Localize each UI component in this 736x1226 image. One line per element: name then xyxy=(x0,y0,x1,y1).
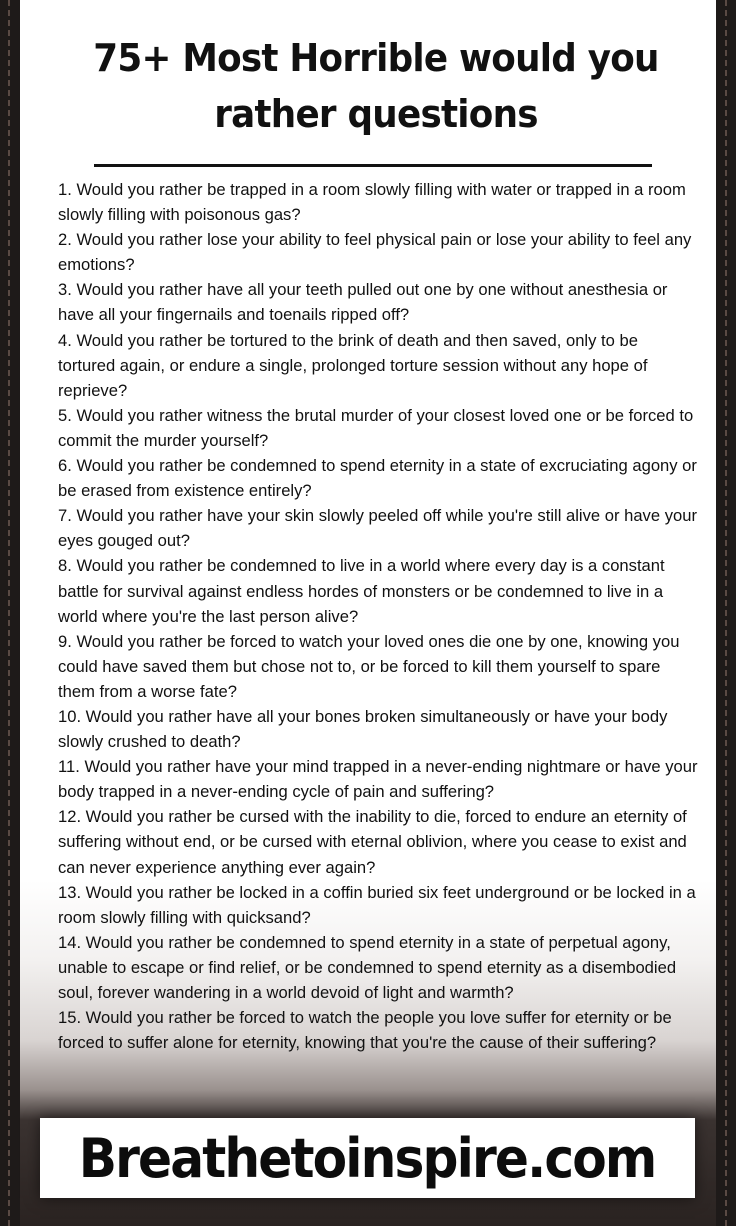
footer-banner xyxy=(40,1118,695,1198)
title-line-2: rather questions xyxy=(214,92,538,136)
question-item: 7. Would you rather have your skin slowly peeled off while you're still alive or have your eyes gouged out? xyxy=(58,506,697,551)
question-item: 1. Would you rather be trapped in a room slowly filling with water or trapped in a room slowly filling with poisonous gas? xyxy=(58,180,686,225)
question-item: 12. Would you rather be cursed with the inability to die, forced to endure an eternity of suffering without end, or be cursed with eternal oblivion, where you cease to exist and can never experience anything ever again? xyxy=(58,807,687,877)
question-item: 14. Would you rather be condemned to spend eternity in a state of perpetual agony, unable to escape or find relief, or be condemned to spend eternity as a disembodied soul, forever wandering in a world devoid of light and warmth? xyxy=(58,932,677,1002)
question-item: 3. Would you rather have all your teeth pulled out one by one without anesthesia or have all your fingernails and toenails ripped off? xyxy=(58,280,668,325)
right-frame-border xyxy=(716,0,736,1226)
question-item: 5. Would you rather witness the brutal murder of your closest loved one or be forced to commit the murder yourself? xyxy=(58,405,694,450)
site-name: Breathetoinspire.com xyxy=(79,1126,656,1190)
question-item: 4. Would you rather be tortured to the brink of death and then saved, only to be tortured again, or endure a single, prolonged torture session without any hope of reprieve? xyxy=(58,330,648,400)
question-item: 2. Would you rather lose your ability to feel physical pain or lose your ability to feel any emotions? xyxy=(58,230,692,275)
question-item: 9. Would you rather be forced to watch your loved ones die one by one, knowing you could have saved them but chose not to, or be forced to kill them yourself to spare them from a worse fate? xyxy=(58,631,680,701)
question-item: 11. Would you rather have your mind trapped in a never-ending nightmare or have your body trapped in a never-ending cycle of pain and suffering? xyxy=(58,757,698,802)
question-item: 15. Would you rather be forced to watch the people you love suffer for eternity or be forced to suffer alone for eternity, knowing that you're the cause of their suffering? xyxy=(58,1008,672,1053)
title-divider xyxy=(94,164,652,167)
question-item: 10. Would you rather have all your bones broken simultaneously or have your body slowly crushed to death? xyxy=(58,706,668,752)
title-line-1: 75+ Most Horrible would you xyxy=(93,36,659,80)
questions-list xyxy=(58,177,698,1055)
left-frame-border xyxy=(0,0,20,1226)
question-item: 13. Would you rather be locked in a coffin buried six feet underground or be locked in a room slowly filling with quicksand? xyxy=(58,882,696,927)
question-item: 8. Would you rather be condemned to live in a world where every day is a constant battle for survival against endless hordes of monsters or be condemned to live in a world where you're the last person alive? xyxy=(58,556,665,626)
page-title xyxy=(56,30,695,142)
question-item: 6. Would you rather be condemned to spend eternity in a state of excruciating agony or be erased from existence entirely? xyxy=(58,456,697,501)
